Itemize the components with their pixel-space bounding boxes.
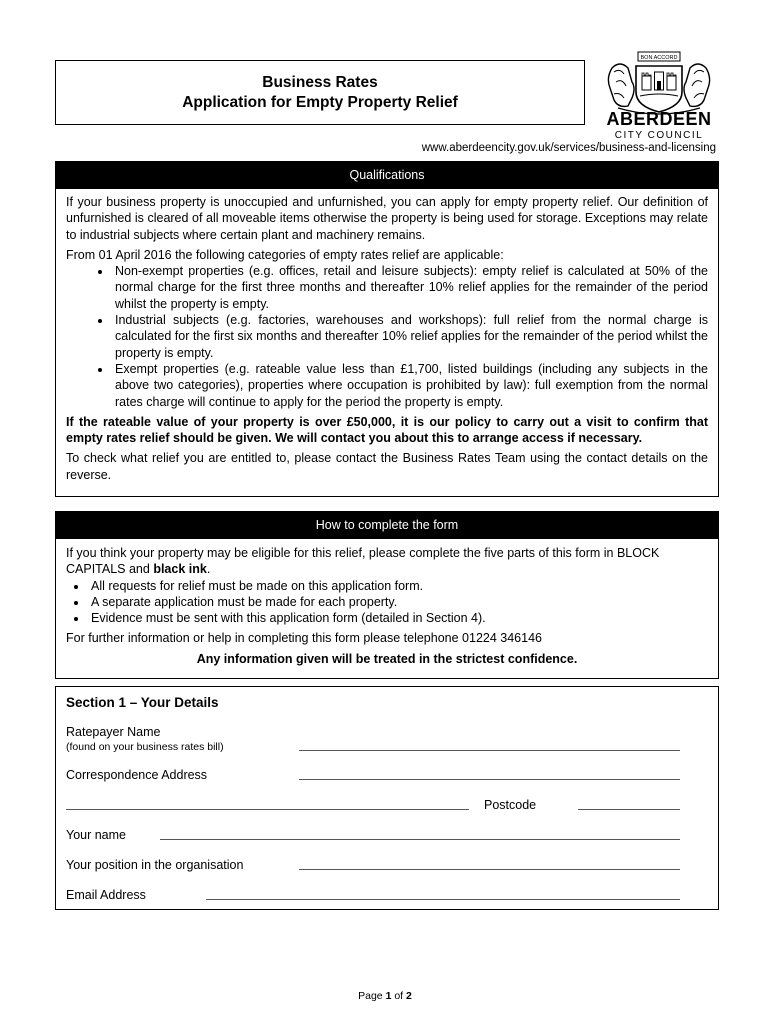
qualifications-panel: [55, 161, 719, 497]
how-to-intro-end: .: [206, 562, 211, 577]
position-label: Your position in the organisation: [66, 858, 244, 872]
form-rules-list: [66, 578, 708, 627]
position-field[interactable]: [299, 869, 680, 870]
website-url[interactable]: www.aberdeencity.gov.uk/services/business-and-licensing: [421, 142, 716, 154]
your-name-field[interactable]: [160, 839, 680, 840]
correspondence-address-field[interactable]: [299, 779, 680, 780]
correspondence-address-line-2-field[interactable]: [66, 809, 469, 810]
section-1-heading: Section 1 – Your Details: [66, 695, 219, 710]
section-1-your-details: [55, 686, 719, 910]
logo-aberdeen-text: ABERDEEN: [606, 109, 712, 129]
list-item: • All requests for relief must be made on this application form.: [88, 578, 708, 594]
list-item: • Industrial subjects (e.g. factories, warehouses and workshops): full relief from the normal charge is calculated for the first six months and thereafter 10% relief applies for the remainder of the period whilst the property is empty.: [112, 312, 708, 361]
categories-intro: From 01 April 2016 the following categories of empty rates relief are applicable:: [66, 247, 504, 262]
rateable-value-note: If the rateable value of your property is over £50,000, it is our policy to carry out a visit to confirm that empty rates relief should be given. We will contact you about this to arrange access if necessary.: [66, 414, 708, 446]
postcode-field[interactable]: [578, 809, 680, 810]
list-item: • Exempt properties (e.g. rateable value less than £1,700, listed buildings (including any subjects in the above two categories), properties where occupation is prohibited by law): full exemption from the normal rates charge will continue to apply for the period the property is empty.: [112, 361, 708, 410]
ratepayer-name-label: Ratepayer Name: [66, 725, 161, 739]
how-to-complete-panel: [55, 511, 719, 679]
postcode-label: Postcode: [484, 798, 537, 812]
page-prefix: Page: [358, 990, 386, 1002]
how-to-intro-text: If you think your property may be eligible for this relief, please complete the five parts of this form in BLOCK CAPITALS and: [66, 546, 660, 577]
page-number: [0, 990, 770, 1002]
qualifications-heading: Qualifications: [56, 162, 718, 189]
list-item: • Non-exempt properties (e.g. offices, retail and leisure subjects): empty relief is calculated at 50% of the normal charge for the first three months and thereafter 10% relief applies for the remainder of the period whilst the property is empty.: [112, 263, 708, 312]
logo-city-council-text: CITY COUNCIL: [614, 130, 704, 141]
black-ink-emphasis: black ink: [153, 562, 207, 577]
page-of: of: [391, 990, 407, 1002]
title-line-2: Application for Empty Property Relief: [182, 94, 458, 111]
how-to-intro: [66, 545, 708, 578]
email-address-field[interactable]: [206, 899, 680, 900]
logo-banner-text: BON ACCORD: [640, 55, 678, 61]
list-item: • Evidence must be sent with this application form (detailed in Section 4).: [88, 610, 708, 626]
page-current: 1: [385, 990, 392, 1002]
qualifications-intro: If your business property is unoccupied and unfurnished, you can apply for empty property relief. Our definition of unfurnished is cleared of all moveable items otherwise the property is being used for storage. Exceptions may relate to industrial subjects where certain plant and machinery remains.: [66, 195, 708, 242]
correspondence-address-label: Correspondence Address: [66, 768, 208, 782]
your-name-label: Your name: [66, 828, 126, 842]
ratepayer-name-hint: (found on your business rates bill): [66, 741, 224, 753]
list-item: • A separate application must be made for each property.: [88, 594, 708, 610]
how-to-complete-heading: How to complete the form: [56, 512, 718, 539]
document-title-box: [55, 60, 585, 125]
page-total: 2: [406, 990, 412, 1002]
email-address-label: Email Address: [66, 888, 146, 902]
title-line-1: Business Rates: [262, 74, 378, 91]
phone-note: For further information or help in completing this form please telephone 01224 346146: [66, 631, 542, 646]
ratepayer-name-field[interactable]: [299, 750, 680, 751]
confidentiality-note: Any information given will be treated in the strictest confidence.: [196, 651, 578, 666]
contact-note: To check what relief you are entitled to, please contact the Business Rates Team using the contact details on the reverse.: [66, 451, 708, 482]
relief-categories-list: [66, 263, 708, 410]
